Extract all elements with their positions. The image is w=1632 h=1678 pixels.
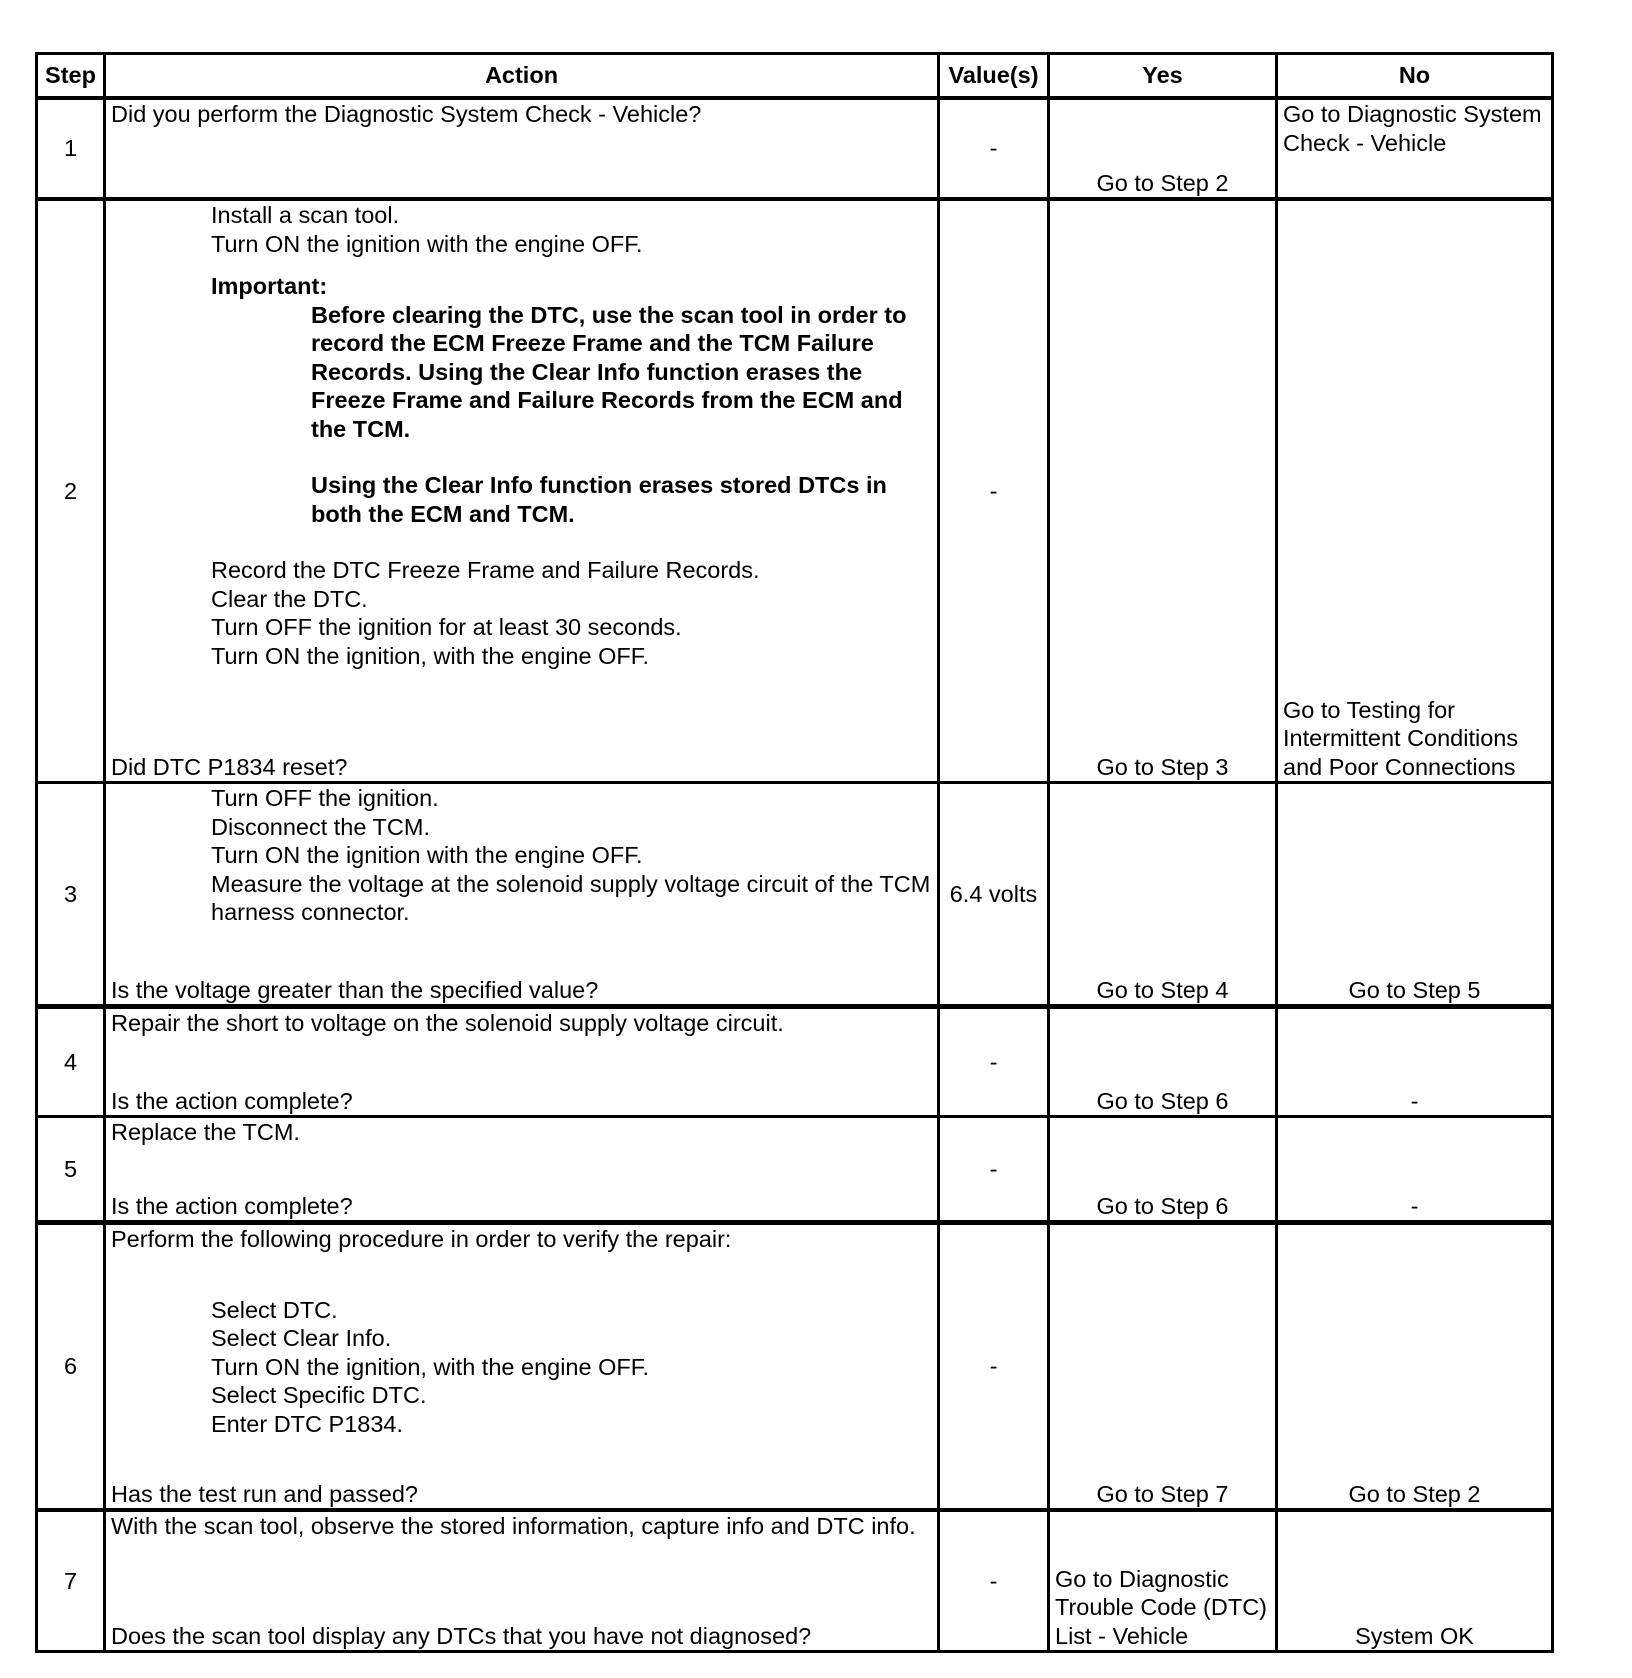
action-item: Select Specific DTC.	[211, 1382, 427, 1408]
action-item: Enter DTC P1834.	[211, 1410, 404, 1437]
action-cell	[105, 1223, 939, 1511]
action-question: Has the test run and passed?	[111, 1480, 419, 1507]
no-link[interactable]: Go to Step 2	[1348, 1480, 1481, 1507]
header-step: Step	[37, 54, 105, 99]
no-cell	[1277, 1117, 1553, 1223]
action-item: Turn ON the ignition with the engine OFF.	[211, 842, 643, 868]
yes-cell	[1049, 783, 1277, 1007]
action-text: Replace the TCM.	[111, 1119, 300, 1145]
no-value: -	[1410, 1087, 1419, 1114]
no-cell	[1277, 199, 1553, 783]
action-question: Does the scan tool display any DTCs that you have not diagnosed?	[111, 1622, 812, 1649]
header-no: No	[1277, 54, 1553, 99]
important-label: Important:	[211, 273, 328, 299]
action-question: Did DTC P1834 reset?	[111, 753, 348, 780]
no-value: -	[1410, 1192, 1419, 1219]
action-intro: Perform the following procedure in order to verify the repair:	[111, 1226, 732, 1252]
yes-link[interactable]: Go to Step 6	[1096, 1192, 1229, 1219]
yes-link[interactable]: Go to Step 4	[1096, 976, 1229, 1003]
action-item: Turn ON the ignition, with the engine OFF.	[211, 1353, 650, 1380]
step-number: 1	[37, 98, 105, 199]
action-question: Is the action complete?	[111, 1192, 353, 1219]
yes-link[interactable]: Go to Step 6	[1096, 1087, 1229, 1114]
action-question: Is the action complete?	[111, 1087, 353, 1114]
yes-cell	[1049, 98, 1277, 199]
step-number: 2	[37, 199, 105, 783]
action-text: With the scan tool, observe the stored information, capture info and DTC info.	[111, 1513, 916, 1539]
action-item: Turn ON the ignition with the engine OFF.	[211, 230, 643, 257]
action-item: Turn ON the ignition, with the engine OFF.	[211, 642, 650, 669]
value-cell: -	[939, 1223, 1049, 1511]
header-row	[37, 54, 1553, 99]
action-item: Select DTC.	[211, 1296, 338, 1323]
value-cell: -	[939, 199, 1049, 783]
no-value: System OK	[1355, 1622, 1474, 1649]
no-cell	[1277, 98, 1553, 199]
action-item: Record the DTC Freeze Frame and Failure Records.	[211, 557, 760, 583]
yes-cell	[1049, 1007, 1277, 1117]
action-item: Install a scan tool.	[211, 202, 400, 228]
step-number: 3	[37, 783, 105, 1007]
action-cell	[105, 1007, 939, 1117]
no-cell	[1277, 1510, 1553, 1652]
action-cell	[105, 783, 939, 1007]
action-question: Did you perform the Diagnostic System Check - Vehicle?	[111, 101, 702, 127]
value-cell: -	[939, 1007, 1049, 1117]
table-row	[37, 1117, 1553, 1223]
diagnostic-table	[35, 52, 1554, 1653]
action-cell	[105, 98, 939, 199]
step-number: 7	[37, 1510, 105, 1652]
value-cell: -	[939, 1117, 1049, 1223]
yes-link[interactable]: Go to Diagnostic Trouble Code (DTC) List - Vehicle	[1055, 1565, 1267, 1649]
header-action: Action	[105, 54, 939, 99]
table-row	[37, 98, 1553, 199]
action-cell	[105, 199, 939, 783]
value-cell: 6.4 volts	[939, 783, 1049, 1007]
no-link[interactable]: Go to Step 5	[1348, 976, 1481, 1003]
header-values: Value(s)	[939, 54, 1049, 99]
action-item: Disconnect the TCM.	[211, 813, 430, 840]
action-cell	[105, 1510, 939, 1652]
important-note-1: Before clearing the DTC, use the scan tool in order to record the ECM Freeze Frame and the TCM Failure Records. Using the Clear Info function erases the Freeze Frame and Failure Records from the ECM and the TCM.	[311, 301, 907, 442]
action-question: Is the voltage greater than the specified value?	[111, 976, 599, 1003]
action-item: Clear the DTC.	[211, 585, 368, 612]
table-row	[37, 1223, 1553, 1511]
value-cell: -	[939, 1510, 1049, 1652]
action-item: Select Clear Info.	[211, 1325, 392, 1351]
yes-cell	[1049, 199, 1277, 783]
step-number: 5	[37, 1117, 105, 1223]
header-yes: Yes	[1049, 54, 1277, 99]
step-number: 4	[37, 1007, 105, 1117]
action-cell	[105, 1117, 939, 1223]
action-item: Turn OFF the ignition.	[211, 785, 439, 811]
important-note-2: Using the Clear Info function erases stored DTCs in both the ECM and TCM.	[311, 472, 887, 527]
action-item: Turn OFF the ignition for at least 30 seconds.	[211, 614, 682, 640]
table-row	[37, 783, 1553, 1007]
yes-cell	[1049, 1117, 1277, 1223]
yes-link[interactable]: Go to Step 2	[1096, 169, 1229, 196]
action-text: Repair the short to voltage on the solenoid supply voltage circuit.	[111, 1010, 784, 1036]
yes-cell	[1049, 1510, 1277, 1652]
no-cell	[1277, 1223, 1553, 1511]
yes-link[interactable]: Go to Step 3	[1096, 753, 1229, 780]
value-cell: -	[939, 98, 1049, 199]
step-number: 6	[37, 1223, 105, 1511]
no-link[interactable]: Go to Diagnostic System Check - Vehicle	[1283, 101, 1542, 156]
no-link[interactable]: Go to Testing for Intermittent Conditions and Poor Connections	[1283, 696, 1519, 780]
no-cell	[1277, 783, 1553, 1007]
table-row	[37, 199, 1553, 783]
yes-link[interactable]: Go to Step 7	[1096, 1480, 1229, 1507]
action-item: Measure the voltage at the solenoid supply voltage circuit of the TCM harness connector.	[211, 870, 931, 925]
table-row	[37, 1510, 1553, 1652]
diagnostic-table-container	[35, 52, 1551, 1653]
table-row	[37, 1007, 1553, 1117]
no-cell	[1277, 1007, 1553, 1117]
yes-cell	[1049, 1223, 1277, 1511]
